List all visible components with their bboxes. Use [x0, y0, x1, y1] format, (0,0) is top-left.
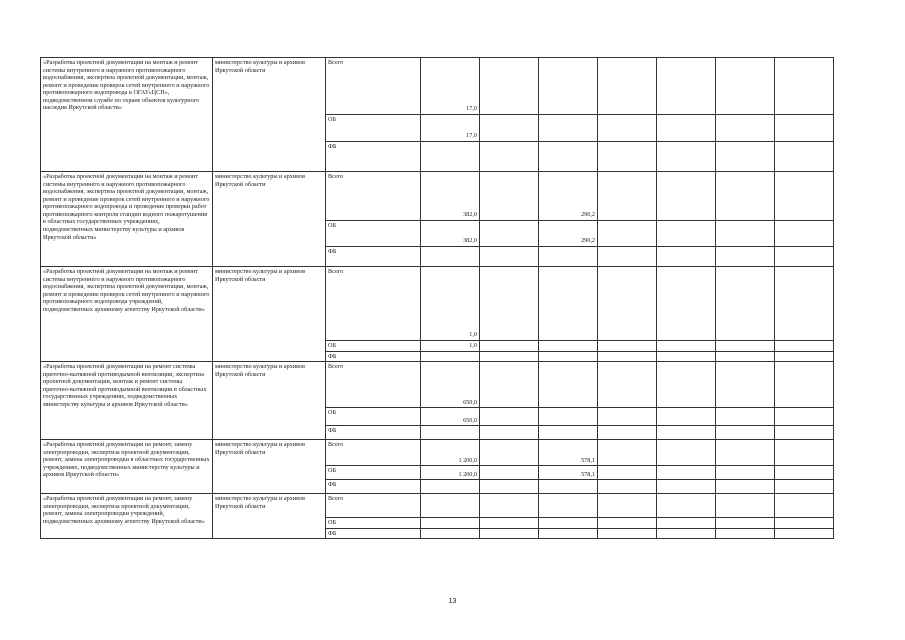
value-cell — [716, 518, 775, 529]
value-cell — [598, 142, 657, 172]
value-cell — [657, 494, 716, 518]
value-cell — [539, 115, 598, 142]
funding-source-label: ОБ — [326, 221, 421, 247]
value-cell — [775, 351, 834, 362]
value-cell — [716, 426, 775, 440]
value-cell — [598, 494, 657, 518]
value-cell — [775, 362, 834, 408]
value-cell — [539, 518, 598, 529]
value-cell — [716, 466, 775, 480]
funding-source-label: ОБ — [326, 408, 421, 426]
value-cell: 650,0 — [421, 408, 480, 426]
value-cell — [421, 247, 480, 267]
value-cell — [775, 267, 834, 341]
executor-cell: министерство культуры и архивов Иркутской области — [213, 494, 326, 539]
value-cell — [716, 221, 775, 247]
funding-source-label: ФБ — [326, 247, 421, 267]
value-cell — [657, 518, 716, 529]
funding-source-label: Всего — [326, 440, 421, 466]
executor-cell: министерство культуры и архивов Иркутской области — [213, 362, 326, 440]
value-cell — [480, 221, 539, 247]
value-cell — [775, 480, 834, 494]
value-cell — [480, 528, 539, 539]
value-cell — [598, 480, 657, 494]
executor-cell: министерство культуры и архивов Иркутской области — [213, 172, 326, 267]
value-cell — [480, 172, 539, 221]
funding-source-label: ОБ — [326, 341, 421, 352]
value-cell: 650,0 — [421, 362, 480, 408]
value-cell — [775, 408, 834, 426]
value-cell — [775, 528, 834, 539]
value-cell — [421, 528, 480, 539]
value-cell — [480, 341, 539, 352]
page-number: 13 — [448, 598, 457, 605]
value-cell: 578,1 — [539, 466, 598, 480]
value-cell: 1 200,0 — [421, 440, 480, 466]
value-cell: 578,1 — [539, 440, 598, 466]
table-row — [41, 172, 834, 221]
table-row — [41, 58, 834, 115]
table-row — [41, 440, 834, 466]
value-cell — [539, 362, 598, 408]
value-cell — [598, 351, 657, 362]
value-cell — [775, 341, 834, 352]
event-name-cell: «Разработка проектной документации на ремонт системы приточно-вытяжной противодымной вентиляции, экспертиза проектной документации, монтаж и ремонт системы приточно-вытяжной противодымной вентиляции в областных государственных учреждениях, подведомственных министерству культуры и архивов Иркутской области» — [41, 362, 213, 440]
funding-source-label: ФБ — [326, 351, 421, 362]
funding-source-label: Всего — [326, 362, 421, 408]
value-cell — [775, 58, 834, 115]
value-cell — [480, 267, 539, 341]
value-cell: 1,0 — [421, 267, 480, 341]
value-cell — [598, 408, 657, 426]
value-cell — [480, 480, 539, 494]
value-cell — [657, 341, 716, 352]
executor-cell: министерство культуры и архивов Иркутской области — [213, 58, 326, 172]
value-cell — [657, 247, 716, 267]
value-cell — [775, 426, 834, 440]
value-cell — [421, 351, 480, 362]
value-cell — [539, 426, 598, 440]
value-cell: 1,0 — [421, 341, 480, 352]
value-cell: 290,2 — [539, 221, 598, 247]
value-cell — [480, 351, 539, 362]
value-cell — [539, 408, 598, 426]
value-cell — [598, 426, 657, 440]
value-cell — [539, 247, 598, 267]
value-cell — [480, 115, 539, 142]
value-cell: 382,0 — [421, 172, 480, 221]
funding-source-label: Всего — [326, 172, 421, 221]
value-cell — [480, 518, 539, 529]
value-cell — [480, 58, 539, 115]
value-cell — [421, 494, 480, 518]
funding-source-label: Всего — [326, 494, 421, 518]
funding-source-label: Всего — [326, 58, 421, 115]
funding-source-label: ФБ — [326, 528, 421, 539]
table-row — [41, 267, 834, 341]
value-cell — [480, 247, 539, 267]
value-cell — [598, 115, 657, 142]
table-row — [41, 494, 834, 518]
value-cell — [539, 58, 598, 115]
value-cell — [716, 528, 775, 539]
value-cell — [598, 267, 657, 341]
value-cell: 382,0 — [421, 221, 480, 247]
value-cell — [775, 172, 834, 221]
value-cell — [716, 115, 775, 142]
value-cell — [539, 142, 598, 172]
value-cell — [598, 221, 657, 247]
value-cell — [716, 440, 775, 466]
value-cell — [657, 142, 716, 172]
value-cell — [598, 466, 657, 480]
value-cell — [421, 142, 480, 172]
executor-cell: министерство культуры и архивов Иркутской области — [213, 267, 326, 362]
value-cell: 1 200,0 — [421, 466, 480, 480]
value-cell — [716, 172, 775, 221]
funding-source-label: Всего — [326, 267, 421, 341]
value-cell — [716, 267, 775, 341]
value-cell — [657, 267, 716, 341]
funding-source-label: ФБ — [326, 480, 421, 494]
program-table — [40, 57, 834, 539]
value-cell: 290,2 — [539, 172, 598, 221]
value-cell — [716, 408, 775, 426]
value-cell — [480, 408, 539, 426]
value-cell — [598, 362, 657, 408]
event-name-cell: «Разработка проектной документации на ремонт, замену электропроводки, экспертиза проектной документации, ремонт, замена электропроводки учреждений, подведомственных архивному агентству Иркутской области» — [41, 494, 213, 539]
value-cell — [598, 341, 657, 352]
value-cell — [775, 142, 834, 172]
value-cell — [775, 247, 834, 267]
value-cell: 17,0 — [421, 58, 480, 115]
value-cell — [421, 426, 480, 440]
value-cell — [598, 440, 657, 466]
value-cell — [598, 58, 657, 115]
value-cell — [539, 351, 598, 362]
value-cell — [421, 480, 480, 494]
event-name-cell: «Разработка проектной документации на ремонт, замену электропроводки, экспертиза проектной документации, ремонт, замена электропроводки в областных государственных учреждениях, подведомственных министерству культуры и архивов Иркутской области» — [41, 440, 213, 494]
event-name-cell: «Разработка проектной документации на монтаж и ремонт системы внутреннего и наружного противопожарного водоснабжения, экспертиза проектной документации, монтаж, ремонт и проведение проверок сетей внутреннего и наружного противопожарного водопровода в ОГАУ«ЦСН», подведомственном службе по охране объектов культурного наследия Иркутской области» — [41, 58, 213, 172]
value-cell — [539, 494, 598, 518]
value-cell — [716, 58, 775, 115]
value-cell — [657, 426, 716, 440]
value-cell — [657, 528, 716, 539]
value-cell — [421, 518, 480, 529]
value-cell — [598, 247, 657, 267]
executor-cell: министерство культуры и архивов Иркутской области — [213, 440, 326, 494]
value-cell — [480, 466, 539, 480]
value-cell — [480, 426, 539, 440]
value-cell — [657, 351, 716, 362]
event-name-cell: «Разработка проектной документации на монтаж и ремонт системы внутреннего и наружного противопожарного водоснабжения, экспертиза проектной документации, монтаж, ремонт и проведение проверок сетей внутреннего и наружного противопожарного водопровода учреждений, подведомственных архивному агентству Иркутской области» — [41, 267, 213, 362]
value-cell — [657, 58, 716, 115]
value-cell — [716, 351, 775, 362]
value-cell — [657, 466, 716, 480]
value-cell — [598, 172, 657, 221]
value-cell — [716, 480, 775, 494]
value-cell — [598, 518, 657, 529]
value-cell — [539, 267, 598, 341]
value-cell — [716, 362, 775, 408]
value-cell — [539, 528, 598, 539]
value-cell — [775, 494, 834, 518]
value-cell — [657, 221, 716, 247]
value-cell — [480, 440, 539, 466]
value-cell — [657, 408, 716, 426]
value-cell — [657, 172, 716, 221]
funding-source-label: ОБ — [326, 115, 421, 142]
table-body — [41, 58, 834, 539]
funding-source-label: ФБ — [326, 142, 421, 172]
value-cell — [657, 480, 716, 494]
value-cell — [716, 142, 775, 172]
value-cell — [480, 362, 539, 408]
table-row — [41, 362, 834, 408]
value-cell — [775, 466, 834, 480]
value-cell — [657, 115, 716, 142]
value-cell — [539, 341, 598, 352]
value-cell — [480, 494, 539, 518]
value-cell — [598, 528, 657, 539]
funding-source-label: ФБ — [326, 426, 421, 440]
value-cell — [716, 494, 775, 518]
value-cell — [716, 247, 775, 267]
value-cell — [775, 518, 834, 529]
value-cell — [480, 142, 539, 172]
value-cell — [775, 221, 834, 247]
value-cell — [775, 115, 834, 142]
value-cell — [657, 362, 716, 408]
value-cell — [775, 440, 834, 466]
funding-source-label: ОБ — [326, 466, 421, 480]
value-cell — [716, 341, 775, 352]
value-cell — [539, 480, 598, 494]
event-name-cell: «Разработка проектной документации на монтаж и ремонт системы внутреннего и наружного противопожарного водоснабжения, экспертиза проектной документации, монтаж, ремонт и проведение проверок сетей внутреннего и наружного противопожарного водопровода и проведение проверки работ противопожарного контроля стандин водного пожаротушения в областных государственных учреждениях, подведомственных министерству культуры и архивов Иркутской области» — [41, 172, 213, 267]
value-cell — [657, 440, 716, 466]
funding-source-label: ОБ — [326, 518, 421, 529]
value-cell: 17,0 — [421, 115, 480, 142]
